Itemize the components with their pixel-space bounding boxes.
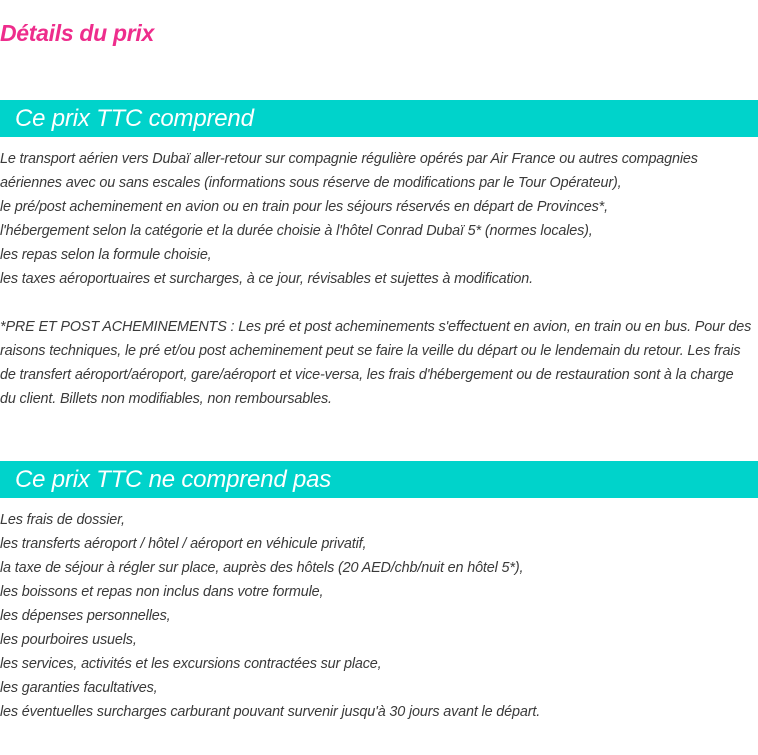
excluded-item: les transferts aéroport / hôtel / aéroport en véhicule privatif, bbox=[0, 536, 367, 552]
excluded-item: les éventuelles surcharges carburant pouvant survenir jusqu'à 30 jours avant le départ. bbox=[0, 704, 541, 720]
included-item: Le transport aérien vers Dubaï aller-retour sur compagnie régulière opérés par Air France ou autres compagnies aériennes avec ou sans escales (informations sous réserve de modifications par le Tour Opérateur), bbox=[0, 151, 698, 191]
excluded-item: les boissons et repas non inclus dans votre formule, bbox=[0, 584, 324, 600]
included-item: les repas selon la formule choisie, bbox=[0, 247, 212, 263]
included-item: l'hébergement selon la catégorie et la durée choisie à l'hôtel Conrad Dubaï 5* (normes locales), bbox=[0, 223, 593, 239]
excluded-item: les garanties facultatives, bbox=[0, 680, 158, 696]
page-title: Détails du prix bbox=[0, 20, 154, 46]
excluded-heading: Ce prix TTC ne comprend pas bbox=[15, 466, 332, 493]
excluded-item: Les frais de dossier, bbox=[0, 512, 125, 528]
included-item: le pré/post acheminement en avion ou en train pour les séjours réservés en départ de Provinces*, bbox=[0, 199, 608, 215]
included-list bbox=[0, 147, 752, 291]
excluded-item: les pourboires usuels, bbox=[0, 632, 137, 648]
included-item: les taxes aéroportuaires et surcharges, à ce jour, révisables et sujettes à modification. bbox=[0, 271, 533, 287]
excluded-item: les dépenses personnelles, bbox=[0, 608, 171, 624]
excluded-list bbox=[0, 508, 752, 724]
excluded-item: les services, activités et les excursions contractées sur place, bbox=[0, 656, 382, 672]
included-heading: Ce prix TTC comprend bbox=[15, 105, 254, 132]
excluded-section-header bbox=[0, 461, 758, 498]
included-section-header bbox=[0, 100, 758, 137]
excluded-item: la taxe de séjour à régler sur place, auprès des hôtels (20 AED/chb/nuit en hôtel 5*), bbox=[0, 560, 524, 576]
pre-post-note: *PRE ET POST ACHEMINEMENTS : Les pré et post acheminements s'effectuent en avion, en train ou en bus. Pour des raisons techniques, le pré et/ou post acheminement peut se faire la veille du départ ou le lendemain du retour. Les frais de transfert aéroport/aéroport, gare/aéroport et vice-versa, les frais d'hébergement ou de restauration sont à la charge du client. Billets non modifiables, non remboursables. bbox=[0, 319, 752, 407]
